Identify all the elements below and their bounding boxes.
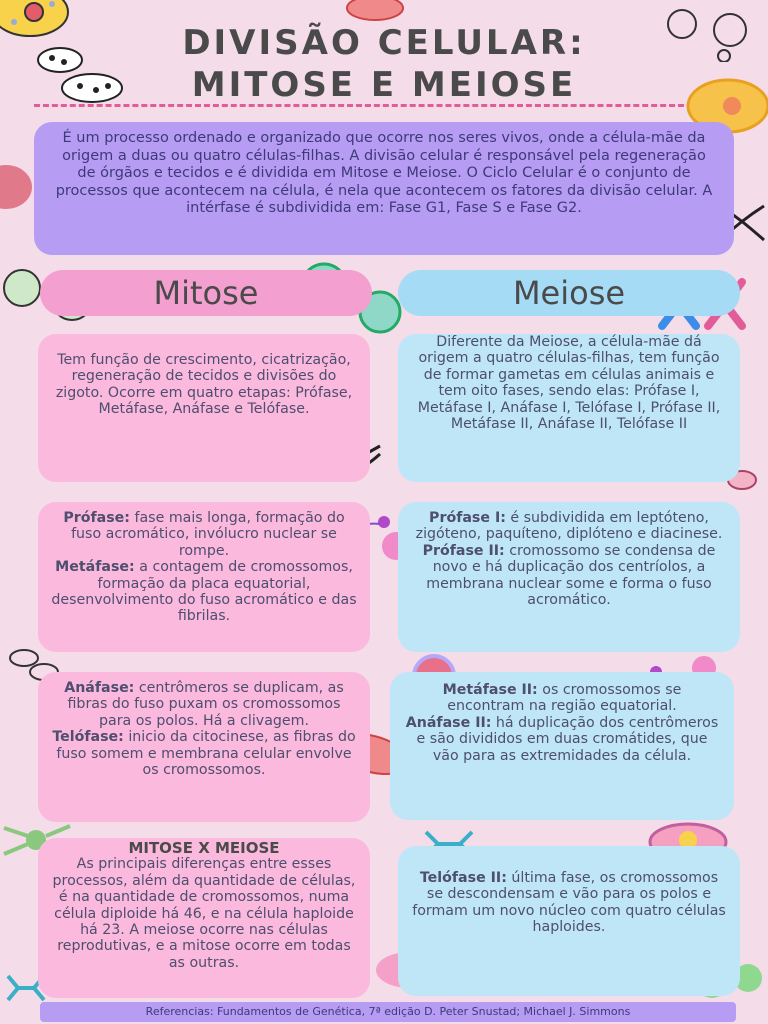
anaphase-label: Anáfase: <box>64 680 135 696</box>
mitose-prophase <box>50 510 358 559</box>
references-bar <box>40 1002 736 1022</box>
meiose-telophase-box <box>398 846 740 996</box>
page-title <box>0 22 768 106</box>
meiose-telophase-2 <box>410 870 728 936</box>
mitose-intro-text: Tem função de crescimento, cicatrização, regeneração de tecidos e divisões do zigoto. Ocorre em quatro etapas: Prófase, Metáfase, Anáfase e Telófase. <box>55 352 353 418</box>
meiose-prophase-box <box>398 502 740 652</box>
telophase-2-text: última fase, os cromossomos se descondensam e vão para os polos e formam um novo núcleo com quatro células haploides. <box>412 870 726 936</box>
meiose-intro-box <box>398 334 740 482</box>
title-line-1: DIVISÃO CELULAR: <box>182 23 586 63</box>
meiose-metaphase-2 <box>402 682 722 715</box>
mitose-prophase-metaphase-box <box>38 502 370 652</box>
metaphase-2-label: Metáfase II: <box>442 682 538 698</box>
title-line-2: MITOSE E MEIOSE <box>191 65 577 105</box>
comparison-box <box>38 838 370 998</box>
mitose-header: Mitose <box>40 270 372 316</box>
telophase-2-label: Telófase II: <box>419 870 507 886</box>
prophase-2-text: cromossomo se condensa de novo e há duplicação dos centríolos, a membrana nuclear some e forma o fuso acromático. <box>426 542 716 609</box>
telophase-label: Telófase: <box>52 729 124 746</box>
title-divider <box>34 104 684 107</box>
metaphase-2-text: os cromossomos se encontram na região equatorial. <box>447 682 682 715</box>
mitose-metaphase <box>50 559 358 625</box>
mitose-anaphase <box>50 680 358 729</box>
mitose-anaphase-telophase-box <box>38 672 370 822</box>
intro-box <box>34 122 734 255</box>
anaphase-2-text: há duplicação dos centrômeros e são divididos em duas cromátides, que vão para as extremidades da célula. <box>416 714 719 764</box>
metaphase-text: a contagem de cromossomos, formação da placa equatorial, desenvolvimento do fuso acromático e das fibrilas. <box>51 559 357 625</box>
prophase-label: Prófase: <box>63 510 130 526</box>
meiose-metaphase-anaphase-box <box>390 672 734 820</box>
telophase-text: inicio da citocinese, as fibras do fuso somem e membrana celular envolve os cromossomos. <box>56 729 356 779</box>
meiose-prophase-1 <box>410 510 728 543</box>
prophase-text: fase mais longa, formação do fuso acromático, invólucro nuclear se rompe. <box>71 510 345 559</box>
references-text: Referencias: Fundamentos de Genética, 7ª edição D. Peter Snustad; Michael J. Simmons <box>145 1005 631 1018</box>
meiose-anaphase-2 <box>402 715 722 764</box>
anaphase-2-label: Anáfase II: <box>405 714 492 731</box>
metaphase-label: Metáfase: <box>55 559 135 576</box>
meiose-header: Meiose <box>398 270 740 316</box>
anaphase-text: centrômeros se duplicam, as fibras do fuso puxam os cromossomos para os polos. Há a clivagem. <box>67 680 344 729</box>
meiose-intro-text: Diferente da Meiose, a célula-mãe dá origem a quatro células-filhas, tem função de formar gametas em células animais e tem oito fases, sendo elas: Prófase I, Metáfase I, Anáfase I, Telófase I, Prófase II, Metáfase II, Anáfase II, Telófase II <box>417 334 721 433</box>
mitose-telophase <box>50 729 358 778</box>
prophase-1-label: Prófase I: <box>429 510 506 526</box>
comparison-text: As principais diferenças entre esses processos, além da quantidade de células, é na quantidade de cromossomos, numa célula diploide há 46, e na célula haploide há 23. A meiose ocorre nas células reprodutivas, e a mitose ocorre em todas as outras. <box>52 856 356 971</box>
mitochondria-icon <box>340 0 410 22</box>
meiose-prophase-2 <box>410 543 728 609</box>
comparison-heading: MITOSE X MEIOSE <box>128 839 280 857</box>
mitochondria-icon <box>0 162 34 212</box>
prophase-2-label: Prófase II: <box>422 542 505 559</box>
intro-text: É um processo ordenado e organizado que ocorre nos seres vivos, onde a célula-mãe da origem a duas ou quatro células-filhas. A divisão celular é responsável pela regeneração de órgãos e tecidos e é dividida em Mitose e Meiose. O Ciclo Celular é o conjunto de processos que acontecem na célula, é nela que acontecem os fatores da divisão celular. A intérfase é subdividida em: Fase G1, Fase S e Fase G2. <box>55 130 713 216</box>
prophase-1-text: é subdividida em leptóteno, zigóteno, paquíteno, diplóteno e diacinese. <box>415 510 723 543</box>
mitose-intro-box <box>38 334 370 482</box>
